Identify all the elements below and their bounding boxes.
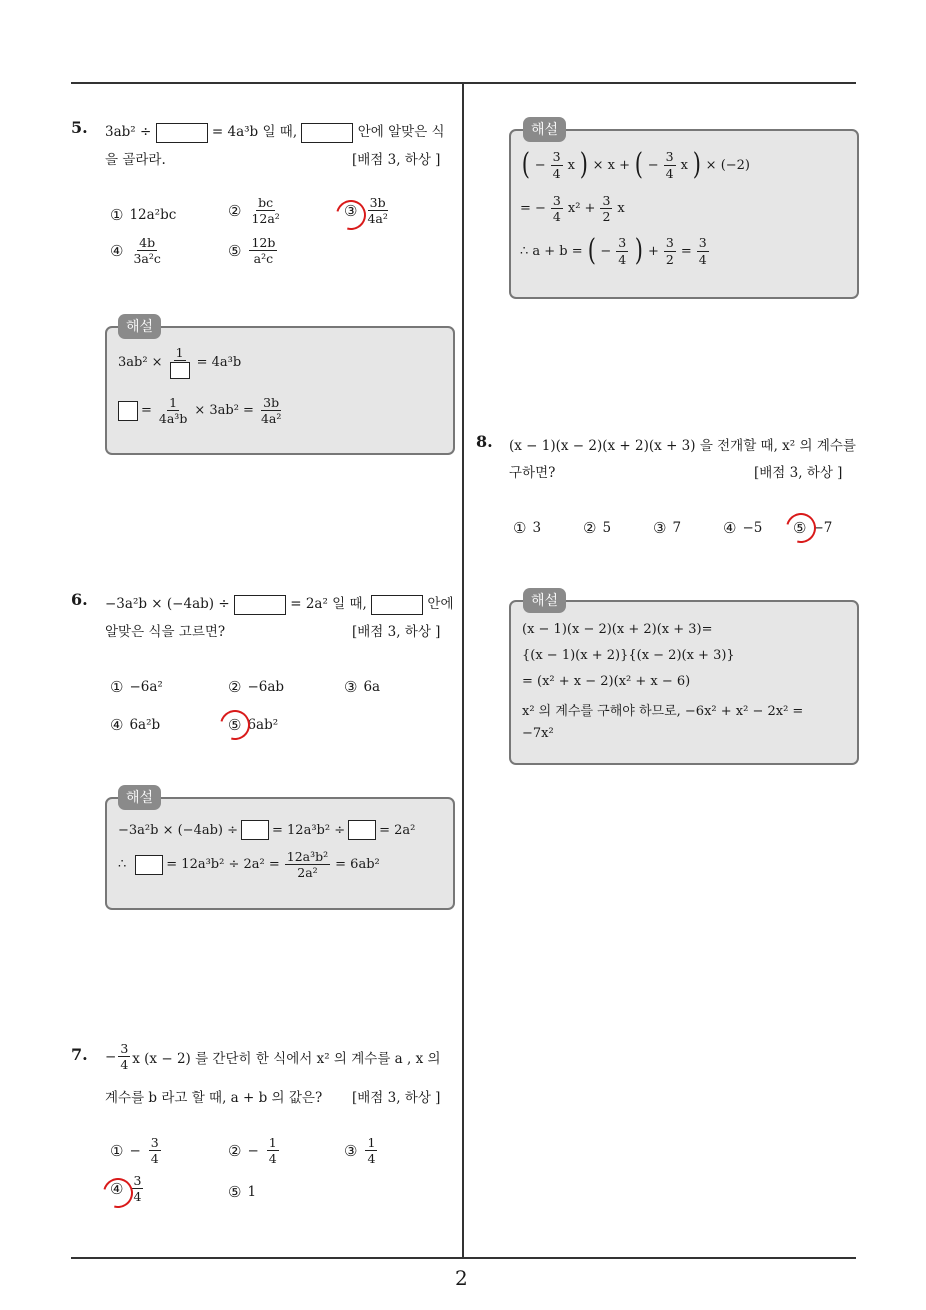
solution-line: ∴ a + b = ( − $\frac{3}{4}$ ) + $\frac{3}{2}$ = $\frac{3}{4}$ [520, 233, 707, 268]
solution-line: x² 의 계수를 구해야 하므로, −6x² + x² − 2x² = [522, 704, 804, 719]
solution-line: 3ab² × 1 = 4a³b [118, 346, 241, 379]
answer-blank [301, 123, 353, 143]
choice-1[interactable]: ① 12a²bc [110, 206, 177, 224]
question-text-line2: 계수를 b 라고 할 때, a + b 의 값은? [105, 1090, 323, 1106]
score-label: [배점 3, 하상 ] [352, 152, 441, 168]
choice-2[interactable]: ② 5 [583, 519, 612, 537]
score-label: [배점 3, 하상 ] [352, 1090, 441, 1106]
question-number: 6. [71, 590, 88, 609]
choice-3[interactable]: ③ $\frac{1}{4}$ [344, 1135, 376, 1167]
answer-circle-mark [215, 705, 256, 746]
choice-1[interactable]: ① − $\frac{3}{4}$ [110, 1135, 159, 1167]
page-number: 2 [455, 1266, 468, 1290]
bottom-rule [71, 1257, 856, 1259]
choice-1[interactable]: ① −6a² [110, 678, 163, 696]
solution-line: = (x² + x − 2)(x² + x − 6) [522, 674, 691, 689]
solution-line: = $\frac{1}{\text{4a³b}}$ × 3ab² = $\frac{3b}{\text{4a²}}$ [118, 396, 285, 425]
question-number: 8. [476, 432, 493, 451]
choice-2[interactable]: ② $\frac{bc}{\text{12a²}}$ [228, 195, 280, 227]
choice-1[interactable]: ① 3 [513, 519, 542, 537]
choice-5[interactable]: ⑤ 6ab² [228, 716, 279, 734]
solution-line: = − $\frac{3}{4}$ x² + $\frac{3}{2}$ x [520, 193, 625, 225]
score-label: [배점 3, 하상 ] [352, 624, 441, 640]
choice-5[interactable]: ⑤ $\frac{12b}{\text{a²c}}$ [228, 235, 276, 267]
question-number: 5. [71, 118, 88, 137]
solution-line: ∴ = 12a³b² ÷ 2a² = $\frac{\text{12a³b²}}{\text{2a²}}$ = 6ab² [118, 849, 380, 881]
choice-2[interactable]: ② −6ab [228, 678, 285, 696]
question-number: 7. [71, 1045, 88, 1064]
solution-line: ( − $\frac{3}{4}$ x ) × x + ( − $\frac{3}{4}$ x ) × (−2) [521, 147, 751, 182]
choice-4[interactable]: ④ 6a²b [110, 716, 161, 734]
choice-3[interactable]: ③ 7 [653, 519, 682, 537]
solution-tag: 해설 [118, 314, 161, 339]
choice-4[interactable]: ④ $\frac{3}{4}$ [110, 1173, 142, 1205]
solution-line: −7x² [522, 726, 554, 741]
question-text-line1: 3ab² ÷ = 4a³b 일 때, 안에 알맞은 식 [105, 120, 445, 143]
solution-tag: 해설 [523, 117, 566, 142]
question-text-line2: 구하면? [509, 465, 556, 481]
choice-4[interactable]: ④ −5 [723, 519, 763, 537]
choice-2[interactable]: ② − $\frac{1}{4}$ [228, 1135, 277, 1167]
question-text-line1: (x − 1)(x − 2)(x + 2)(x + 3) 을 전개할 때, x² 의 계수를 [509, 438, 856, 454]
solution-line: (x − 1)(x − 2)(x + 2)(x + 3)= [522, 622, 713, 637]
question-text-line1: − $\frac{3}{4}$ x (x − 2) 를 간단히 한 식에서 x² 의 계수를 a , x 의 [105, 1041, 441, 1073]
score-label: [배점 3, 하상 ] [754, 465, 843, 481]
choice-4[interactable]: ④ $\frac{4b}{\text{3a²c}}$ [110, 235, 161, 267]
solution-tag: 해설 [118, 785, 161, 810]
choice-3[interactable]: ③ $\frac{3b}{\text{4a²}}$ [344, 195, 388, 227]
solution-line: −3a²b × (−4ab) ÷ = 12a³b² ÷ = 2a² [118, 820, 415, 840]
answer-blank [156, 123, 208, 143]
choice-5[interactable]: ⑤ −7 [793, 519, 833, 537]
choice-3[interactable]: ③ 6a [344, 678, 381, 696]
choice-5[interactable]: ⑤ 1 [228, 1183, 257, 1201]
solution-line: {(x − 1)(x + 2)}{(x − 2)(x + 3)} [522, 648, 735, 663]
answer-blank [118, 401, 138, 421]
answer-circle-mark [781, 508, 822, 549]
question-text-line2: 을 골라라. [105, 152, 166, 168]
question-text-line1: −3a²b × (−4ab) ÷ = 2a² 일 때, 안에 [105, 592, 454, 615]
solution-tag: 해설 [523, 588, 566, 613]
column-divider [462, 84, 464, 1259]
question-text-line2: 알맞은 식을 고르면? [105, 624, 226, 640]
